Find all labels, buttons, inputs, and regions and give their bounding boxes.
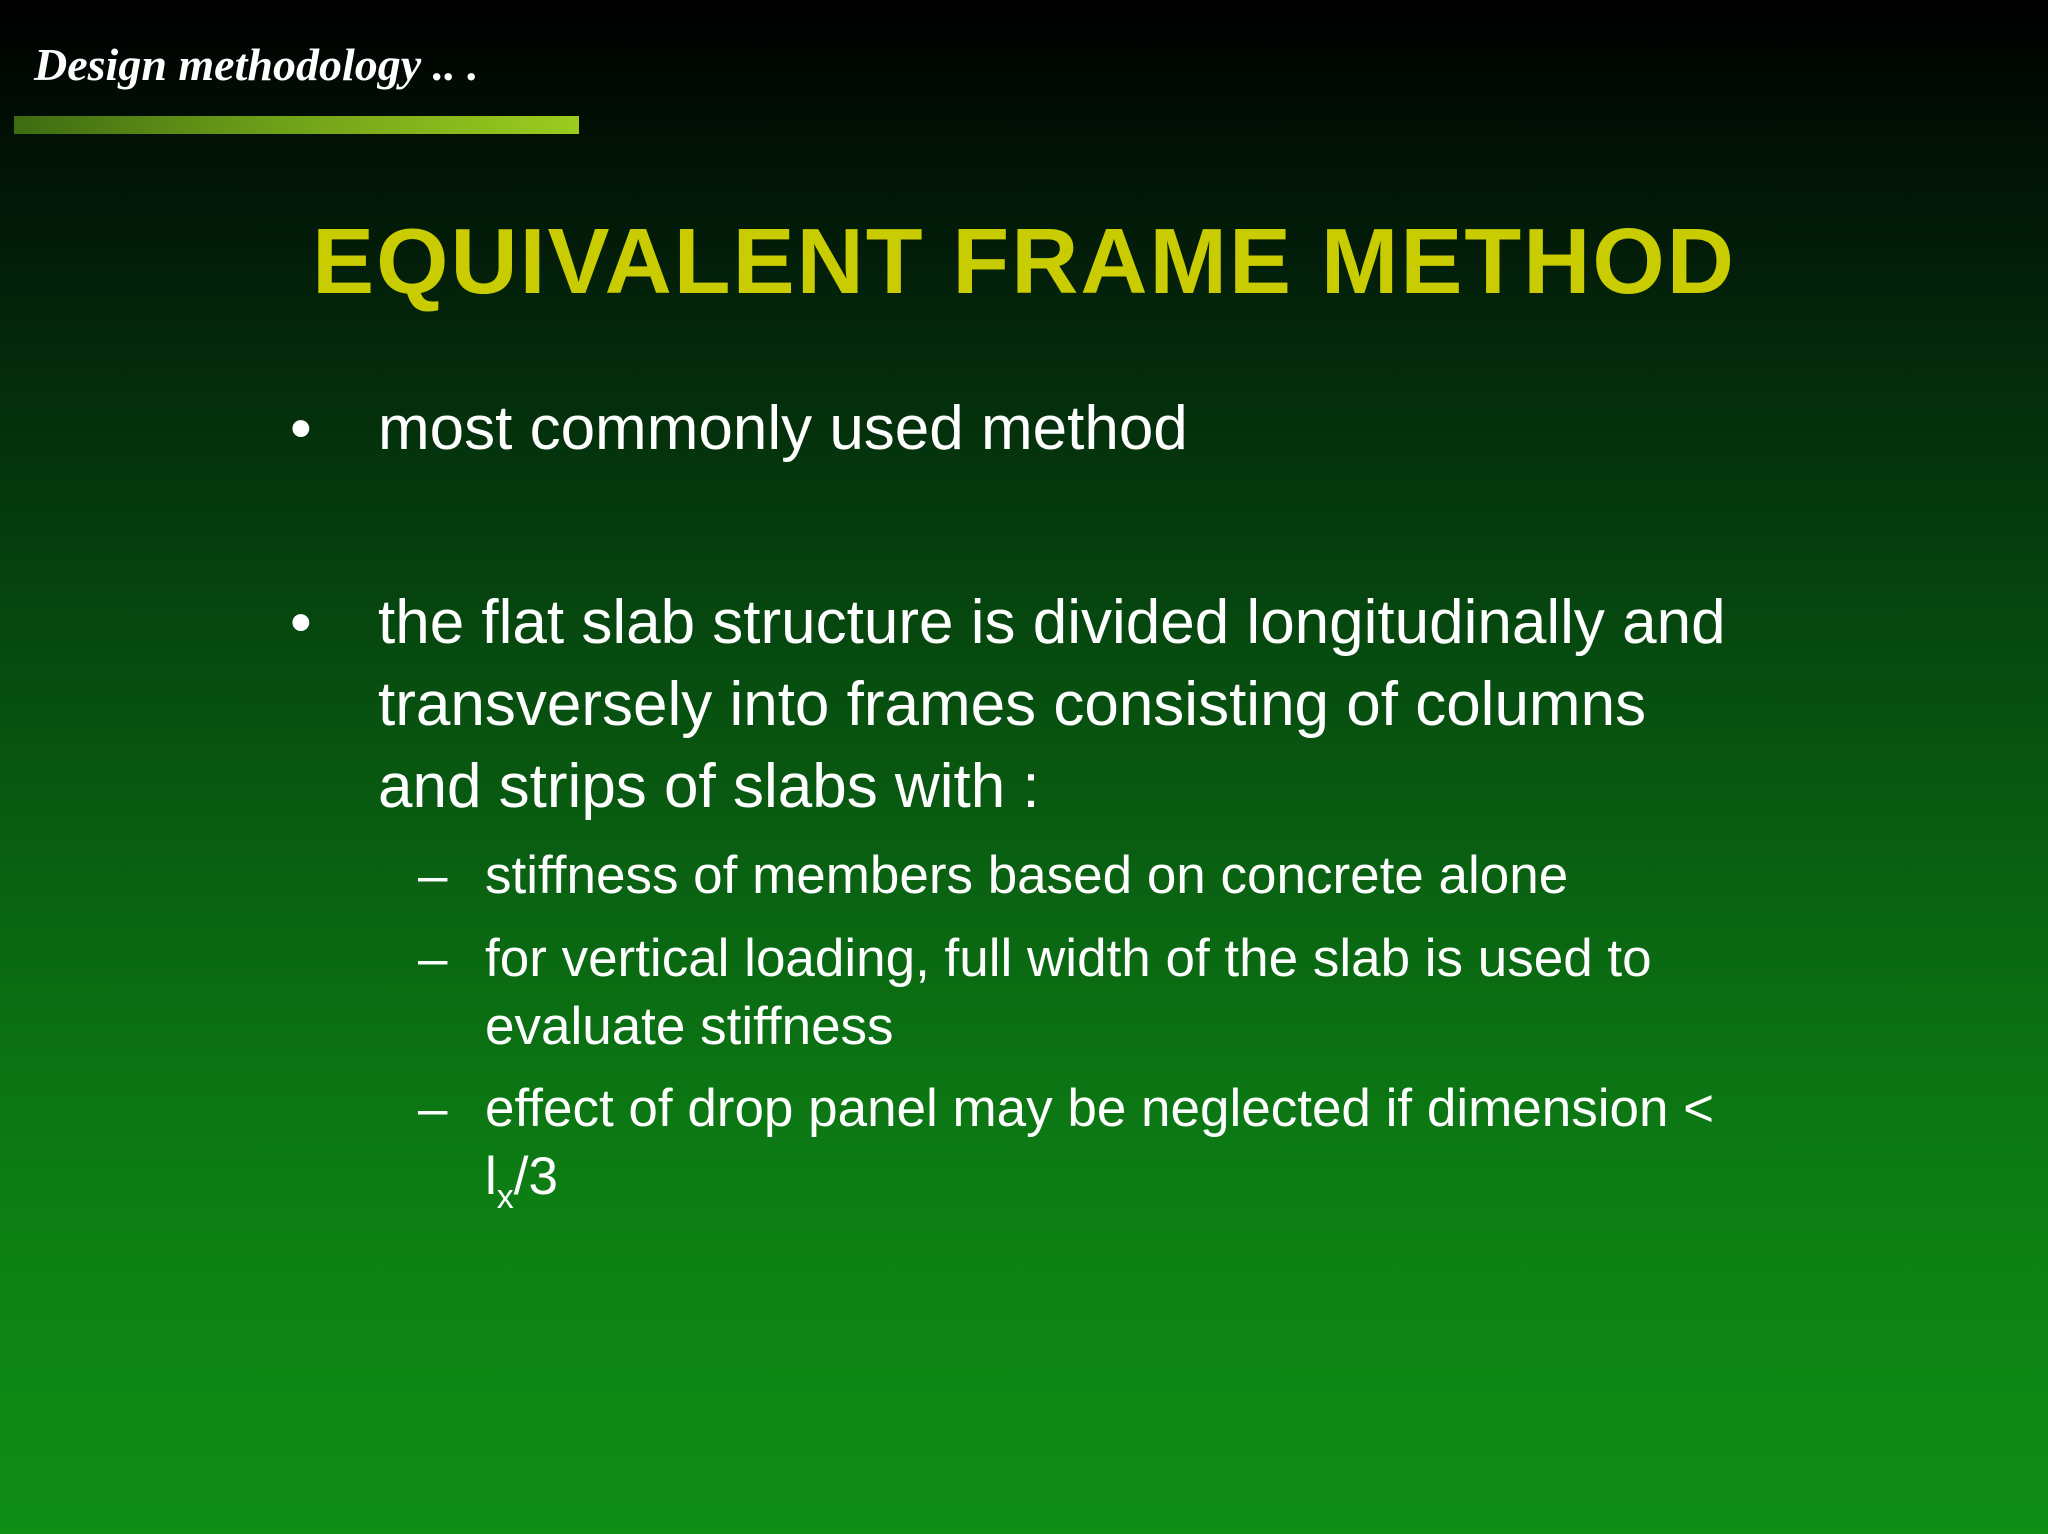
formula-subscript: x	[496, 1178, 514, 1216]
sub-bullet-text	[485, 925, 1945, 1061]
bullet-line: transversely into frames consisting of columns	[378, 670, 1647, 739]
header-accent-bar	[14, 116, 579, 134]
sub-bullet-mark: –	[418, 846, 448, 905]
sub-bullet-line: effect of drop panel may be neglected if dimension <	[485, 1079, 1715, 1138]
sub-bullet-mark: –	[418, 929, 448, 988]
sub-bullet-text	[485, 842, 1945, 910]
formula-rest: /3	[513, 1147, 558, 1206]
bullet-line: most commonly used method	[378, 394, 1188, 463]
bullet-text	[378, 582, 1978, 828]
slide-title: EQUIVALENT FRAME METHOD	[312, 209, 1736, 313]
sub-bullet-line: evaluate stiffness	[485, 997, 894, 1056]
bullet-line: the flat slab structure is divided longitudinally and	[378, 588, 1726, 657]
bullet-mark: •	[290, 394, 312, 463]
bullet-text	[378, 388, 1978, 470]
sub-bullet-line: for vertical loading, full width of the slab is used to	[485, 929, 1652, 988]
sub-bullet-text	[485, 1075, 1945, 1231]
sub-bullet-mark: –	[418, 1079, 448, 1138]
formula-base: l	[485, 1147, 497, 1206]
sub-bullet-line: stiffness of members based on concrete alone	[485, 846, 1569, 905]
sub-bullet-formula	[485, 1143, 1945, 1231]
bullet-line: and strips of slabs with :	[378, 752, 1040, 821]
bullet-mark: •	[290, 588, 312, 657]
header-title: Design methodology .. .	[34, 39, 479, 90]
